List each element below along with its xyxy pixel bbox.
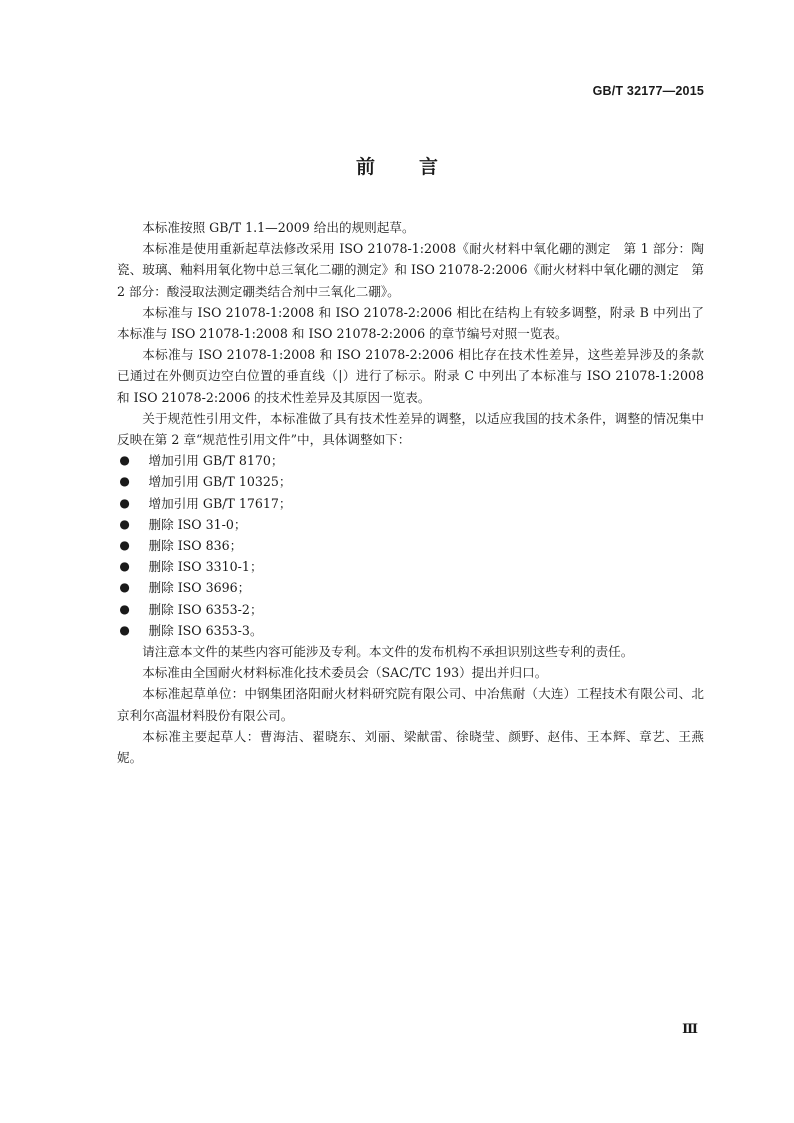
paragraph-drafters: 本标准主要起草人：曹海洁、翟晓东、刘丽、梁献雷、徐晓莹、颜野、赵伟、王本辉、章艺、王燕妮。	[117, 728, 704, 766]
bullet-icon: ●	[119, 453, 130, 468]
bullet-icon: ●	[119, 516, 130, 531]
bullet-icon: ●	[119, 495, 130, 510]
paragraph-adoption: 本标准是使用重新起草法修改采用 ISO 21078-1:2008《耐火材料中氧化硼的测定 第 1 部分：陶瓷、玻璃、釉料用氧化物中总三氧化二硼的测定》和 ISO 21078-2:2006《耐火材料中氧化硼的测定 第 2 部分：酸浸取法测定硼类结合剂中三氧化二硼》。	[117, 241, 704, 299]
list-item: ● 增加引用 GB/T 17617；	[117, 493, 704, 514]
list-item: ● 删除 ISO 836；	[117, 535, 704, 556]
bullet-icon: ●	[119, 559, 130, 574]
page-title: 前言	[355, 156, 482, 178]
list-item: ● 增加引用 GB/T 10325；	[117, 471, 704, 492]
list-item: ● 删除 ISO 3310-1；	[117, 556, 704, 577]
bullet-icon: ●	[119, 622, 130, 637]
list-item: ● 删除 ISO 3696；	[117, 577, 704, 598]
foreword-body	[117, 217, 704, 768]
standard-code: GB/T 32177—2015	[592, 84, 704, 98]
list-item: ● 删除 ISO 6353-2；	[117, 599, 704, 620]
list-item: ● 删除 ISO 31-0；	[117, 514, 704, 535]
paragraph-patent-notice: 请注意本文件的某些内容可能涉及专利。本文件的发布机构不承担识别这些专利的责任。	[142, 644, 634, 660]
paragraph-drafting-units: 本标准起草单位：中钢集团洛阳耐火材料研究院有限公司、中冶焦耐（大连）工程技术有限公司、北京利尔高温材料股份有限公司。	[117, 686, 704, 723]
paragraph-normative-references: 关于规范性引用文件，本标准做了具有技术性差异的调整，以适应我国的技术条件，调整的情况集中反映在第 2 章“规范性引用文件”中，具体调整如下：	[117, 410, 704, 448]
bullet-icon: ●	[119, 580, 130, 595]
paragraph-proposer: 本标准由全国耐火材料标准化技术委员会（SAC/TC 193）提出并归口。	[142, 665, 548, 681]
adjustment-list	[117, 450, 704, 641]
list-item: ● 删除 ISO 6353-3。	[117, 620, 704, 641]
bullet-icon: ●	[119, 474, 130, 489]
page-number: Ⅲ	[682, 1022, 698, 1037]
bullet-icon: ●	[119, 538, 130, 553]
paragraph-drafting-rules: 本标准按照 GB/T 1.1—2009 给出的规则起草。	[142, 220, 415, 235]
paragraph-technical-differences: 本标准与 ISO 21078-1:2008 和 ISO 21078-2:2006 相比存在技术性差异，这些差异涉及的条款已通过在外侧页边空白位置的垂直线（|）进行了标示。附录 C 中列出了本标准与 ISO 21078-1:2008 和 ISO 21078-2:2006 的技术性差异及其原因一览表。	[117, 347, 704, 405]
bullet-icon: ●	[119, 601, 130, 616]
list-item: ● 增加引用 GB/T 8170；	[117, 450, 704, 471]
paragraph-structure: 本标准与 ISO 21078-1:2008 和 ISO 21078-2:2006 相比在结构上有较多调整，附录 B 中列出了本标准与 ISO 21078-1:2008 和 ISO 21078-2:2006 的章节编号对照一览表。	[117, 304, 704, 342]
